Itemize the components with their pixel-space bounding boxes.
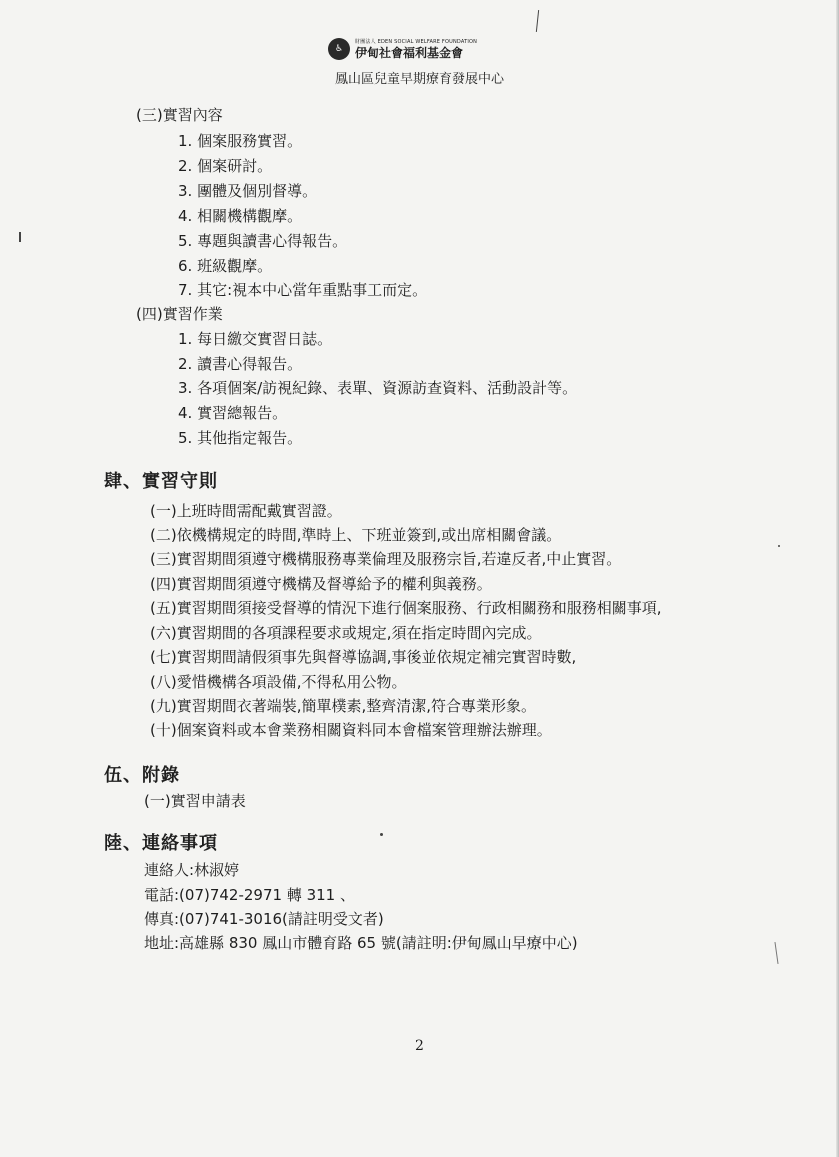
header-logo (328, 34, 477, 64)
list-item: (六)實習期間的各項課程要求或規定,須在指定時間內完成。 (150, 624, 542, 642)
list-item: 3. 團體及個別督導。 (178, 182, 318, 200)
logo-small-text: 財團法人 EDEN SOCIAL WELFARE FOUNDATION (355, 38, 478, 45)
contact-person: 連絡人:林淑婷 (144, 861, 240, 879)
list-item: 1. 每日繳交實習日誌。 (178, 330, 333, 348)
list-item: 7. 其它:視本中心當年重點事工而定。 (178, 281, 428, 299)
list-item: (二)依機構規定的時間,準時上、下班並簽到,或出席相關會議。 (150, 526, 562, 544)
section-heading-contact: 陸、連絡事項 (104, 833, 218, 854)
list-item: (九)實習期間衣著端裝,簡單樸素,整齊清潔,符合專業形象。 (150, 697, 537, 715)
contact-phone: 電話:(07)742-2971 轉 311 、 (144, 886, 355, 904)
list-item: (十)個案資料或本會業務相關資料同本會檔案管理辦法辦理。 (150, 721, 552, 739)
logo-org-name: 伊甸社會福利基金會 (355, 45, 464, 60)
scan-mark (774, 942, 778, 964)
list-item: (三)實習期間須遵守機構服務專業倫理及服務宗旨,若違反者,中止實習。 (150, 550, 622, 568)
list-item: 5. 專題與讀書心得報告。 (178, 232, 348, 250)
list-item: 6. 班級觀摩。 (178, 257, 273, 275)
list-item: (五)實習期間須接受督導的情況下進行個案服務、行政相關務和服務相關事項, (150, 599, 662, 617)
page-number: 2 (415, 1038, 424, 1054)
foundation-logo-icon: ♿ (328, 38, 350, 60)
list-item: 2. 個案研討。 (178, 157, 273, 175)
scan-mark (778, 545, 780, 547)
list-item: (八)愛惜機構各項設備,不得私用公物。 (150, 673, 407, 691)
section-heading-content: (三)實習內容 (136, 106, 223, 124)
list-item: (一)實習申請表 (144, 792, 246, 810)
list-item: 4. 相關機構觀摩。 (178, 207, 303, 225)
scan-mark (19, 232, 21, 242)
list-item: (四)實習期間須遵守機構及督導給予的權利與義務。 (150, 575, 492, 593)
list-item: 5. 其他指定報告。 (178, 429, 303, 447)
list-item: 3. 各項個案/訪視紀錄、表單、資源訪查資料、活動設計等。 (178, 379, 578, 397)
list-item: 4. 實習總報告。 (178, 404, 288, 422)
list-item: (一)上班時間需配戴實習證。 (150, 502, 342, 520)
list-item: 2. 讀書心得報告。 (178, 355, 303, 373)
contact-fax: 傳真:(07)741-3016(請註明受文者) (144, 910, 384, 928)
scan-mark (536, 10, 539, 32)
scan-mark (380, 833, 383, 836)
list-item: 1. 個案服務實習。 (178, 132, 303, 150)
section-heading-assignments: (四)實習作業 (136, 305, 223, 323)
section-heading-appendix: 伍、附錄 (104, 765, 180, 786)
section-heading-rules: 肆、實習守則 (104, 471, 218, 492)
contact-address: 地址:高雄縣 830 鳳山市體育路 65 號(請註明:伊甸鳳山早療中心) (144, 934, 578, 952)
center-name: 鳳山區兒童早期療育發展中心 (334, 72, 504, 87)
logo-text (355, 40, 477, 59)
list-item: (七)實習期間請假須事先與督導協調,事後並依規定補完實習時數, (150, 648, 577, 666)
